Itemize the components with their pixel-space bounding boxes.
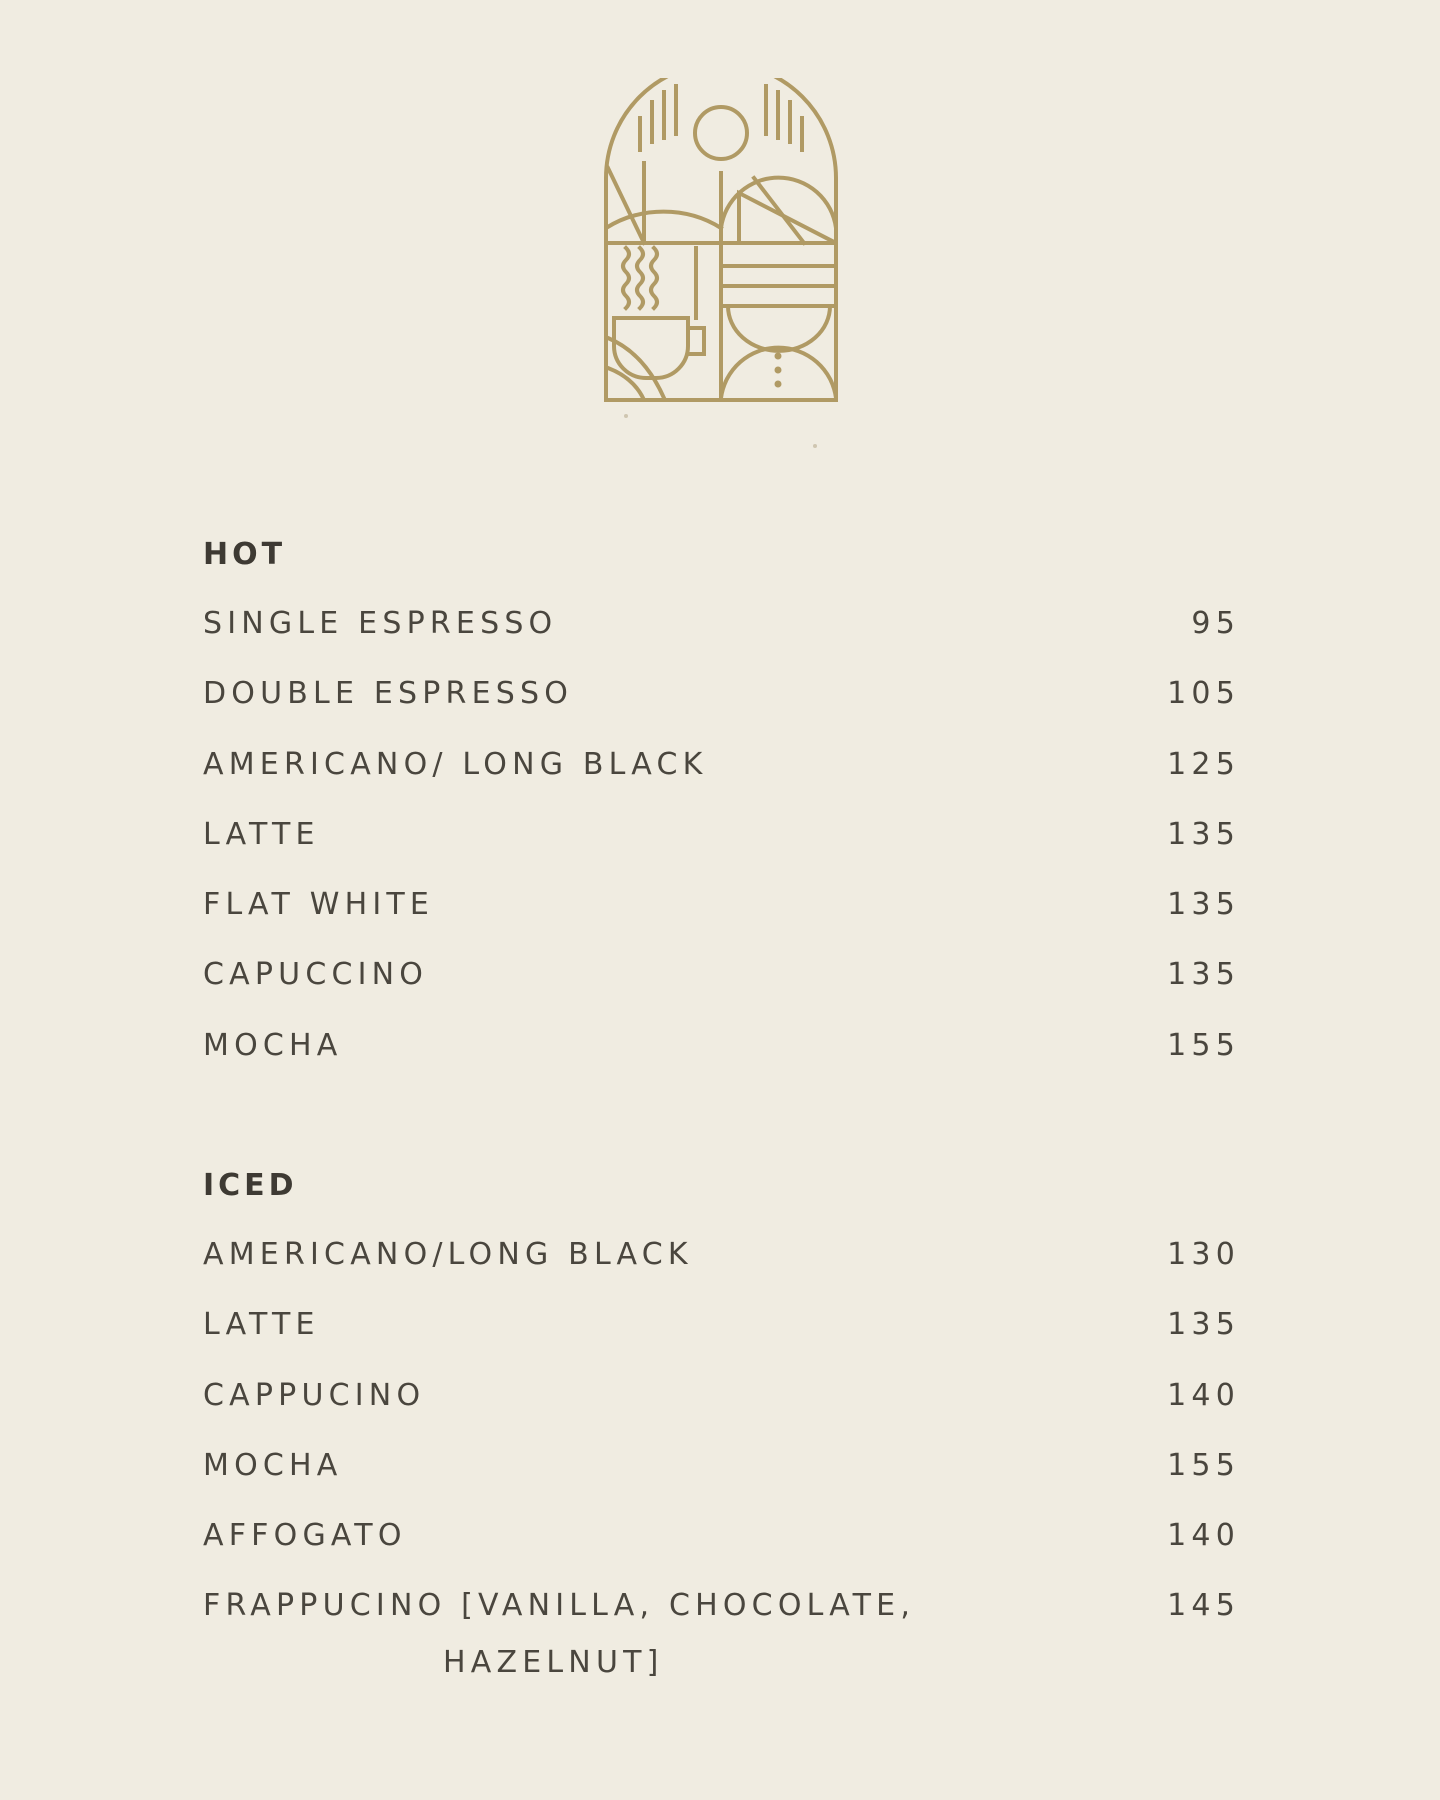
- logo: [604, 78, 838, 402]
- item-price: 140: [1167, 1518, 1240, 1554]
- item-name: MOCHA: [203, 1027, 343, 1063]
- item-name: LATTE: [203, 1307, 320, 1343]
- section-title: HOT: [203, 537, 287, 572]
- menu-section-iced: [203, 1166, 1240, 1706]
- menu-item: [203, 1446, 1240, 1516]
- menu-item: [203, 1305, 1240, 1375]
- item-price: 135: [1167, 957, 1240, 993]
- menu-item: [203, 1376, 1240, 1446]
- item-name: CAPUCCINO: [203, 957, 429, 993]
- coffee-window-arch-icon: [604, 78, 838, 402]
- item-name: DOUBLE ESPRESSO: [203, 676, 574, 712]
- item-price: 135: [1167, 816, 1240, 852]
- item-name: AMERICANO/ LONG BLACK: [203, 746, 708, 782]
- menu-item: [203, 1586, 1240, 1706]
- item-name-continuation: HAZELNUT]: [443, 1645, 664, 1681]
- section-title: ICED: [203, 1168, 298, 1203]
- menu-item: [203, 745, 1240, 815]
- item-price: 140: [1167, 1377, 1240, 1413]
- item-name: MOCHA: [203, 1447, 343, 1483]
- item-price: 145: [1167, 1588, 1240, 1624]
- item-price: 105: [1167, 676, 1240, 712]
- decor-speck: [813, 444, 817, 448]
- item-price: 135: [1167, 887, 1240, 923]
- item-price: 130: [1167, 1237, 1240, 1272]
- menu-item: [203, 955, 1240, 1025]
- item-price: 135: [1167, 1307, 1240, 1343]
- item-price: 155: [1167, 1447, 1240, 1483]
- menu-item: [203, 1026, 1240, 1096]
- item-price: 155: [1167, 1027, 1240, 1063]
- menu-item: [203, 1235, 1240, 1305]
- item-name: FRAPPUCINO [VANILLA, CHOCOLATE,: [203, 1588, 916, 1624]
- item-name: AMERICANO/LONG BLACK: [203, 1237, 693, 1272]
- menu-section-hot: [203, 535, 1240, 1096]
- item-name: CAPPUCINO: [203, 1377, 426, 1413]
- item-price: 125: [1167, 746, 1240, 782]
- item-name: SINGLE ESPRESSO: [203, 606, 558, 641]
- item-name: AFFOGATO: [203, 1518, 407, 1554]
- item-name: FLAT WHITE: [203, 887, 435, 923]
- menu-item: [203, 674, 1240, 744]
- menu-item: [203, 604, 1240, 674]
- menu-item: [203, 885, 1240, 955]
- menu-item: [203, 815, 1240, 885]
- item-name: LATTE: [203, 816, 320, 852]
- item-price: 95: [1191, 606, 1240, 641]
- menu-item: [203, 1516, 1240, 1586]
- decor-speck: [624, 414, 628, 418]
